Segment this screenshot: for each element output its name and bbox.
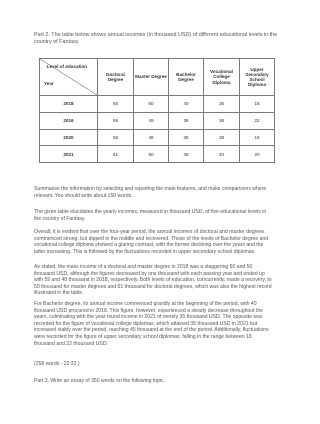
column-header: Doctoral Degree xyxy=(98,59,134,96)
essay-paragraph-1: The given table elucidates the yearly incomes, measured in thousand USD, of five educational levels in the country of Fantasy. xyxy=(34,209,267,222)
corner-label-year: Year xyxy=(44,80,54,86)
value-cell: 38 xyxy=(204,129,240,146)
essay-paragraph-3: As stated, the mass income of a doctoral and master degree in 2018 was a staggering 60 and 50 thousand USD, although the figures decreased by one thousand with each passing year and ended up with 59 and 48 thousand in 2018, respectively. Both levels of education, concurrently, made a recovery, to 50 thousand for master degrees and 61 thousand for doctoral degrees, which was also the highest record illustrated in the table. xyxy=(34,264,272,297)
column-header: Vocational College Diploma xyxy=(204,59,240,96)
table-row xyxy=(40,129,275,146)
value-cell: 40 xyxy=(169,96,204,113)
value-cell: 38 xyxy=(169,112,204,129)
value-cell: 35 xyxy=(204,96,240,113)
column-header: Bachelor Degree xyxy=(169,59,204,96)
income-table xyxy=(39,58,274,180)
year-cell: 2020 xyxy=(40,129,98,146)
value-cell: 60 xyxy=(98,96,134,113)
table-corner-header xyxy=(40,59,98,96)
column-header: Upper Secondary School Diploma xyxy=(240,59,275,96)
word-count: (258 words - 22:32 ) xyxy=(34,361,80,367)
value-cell: 36 xyxy=(169,129,204,146)
value-cell: 61 xyxy=(98,146,134,163)
essay-paragraph-2: Overall, it is evident that over the four-year period, the annual incomes of doctoral and master degrees commenced strong, but dipped in the middle and recovered. Those of the levels of Bachelor degree and vocational college diploma showed a glaring contrast, with the former declining over the years and the latter increasing. This is followed by the fluctuations recorded in upper secondary school diplomas. xyxy=(34,229,269,255)
year-cell: 2021 xyxy=(40,146,98,163)
value-cell: 48 xyxy=(134,129,169,146)
column-header: Master Degree xyxy=(134,59,169,96)
value-cell: 58 xyxy=(98,129,134,146)
value-cell: 59 xyxy=(98,112,134,129)
value-cell: 60 xyxy=(134,96,169,113)
part3-prompt: Part 3. Write an essay of 350 words on the following topic. xyxy=(34,378,165,384)
year-cell: 2019 xyxy=(40,112,98,129)
table-row xyxy=(40,112,275,129)
value-cell: 16 xyxy=(240,129,275,146)
value-cell: 18 xyxy=(240,96,275,113)
year-cell: 2018 xyxy=(40,96,98,113)
intro-text: Part 2. The table below shows annual incomes (in thousand USD) of different educational levels in the country of Fantasy. xyxy=(34,32,278,46)
essay-paragraph-4: For Bachelor degree, its annual income commenced grandly at the beginning of the period, with 40 thousand USD procured in 2018. This figure, however, experienced a steady decrease throughout the years, culminating with the year round income in 2021 of merely 35 thousand USD. The opposite was recorded for the figure of vocational college diplomas, which attained 35 thousand USD in 2021 but increased stably over the period, reaching 45 thousand at the end of the period. Additionally, fluctuations were recorded for the figure of upper secondary school diplomas, falling in the range between 18 thousand and 22 thousand USD. xyxy=(34,301,269,347)
table-row xyxy=(40,96,275,113)
value-cell: 38 xyxy=(169,146,204,163)
value-cell: 50 xyxy=(134,146,169,163)
instructions-text: Summarise the information by selecting and reporting the main features, and make comparisons where relevant. You should write about 150 words. xyxy=(34,186,267,199)
value-cell: 20 xyxy=(240,146,275,163)
table-row xyxy=(40,146,275,163)
value-cell: 22 xyxy=(240,112,275,129)
value-cell: 36 xyxy=(204,112,240,129)
corner-label-level: Level of education xyxy=(46,64,87,69)
value-cell: 40 xyxy=(204,146,240,163)
value-cell: 49 xyxy=(134,112,169,129)
